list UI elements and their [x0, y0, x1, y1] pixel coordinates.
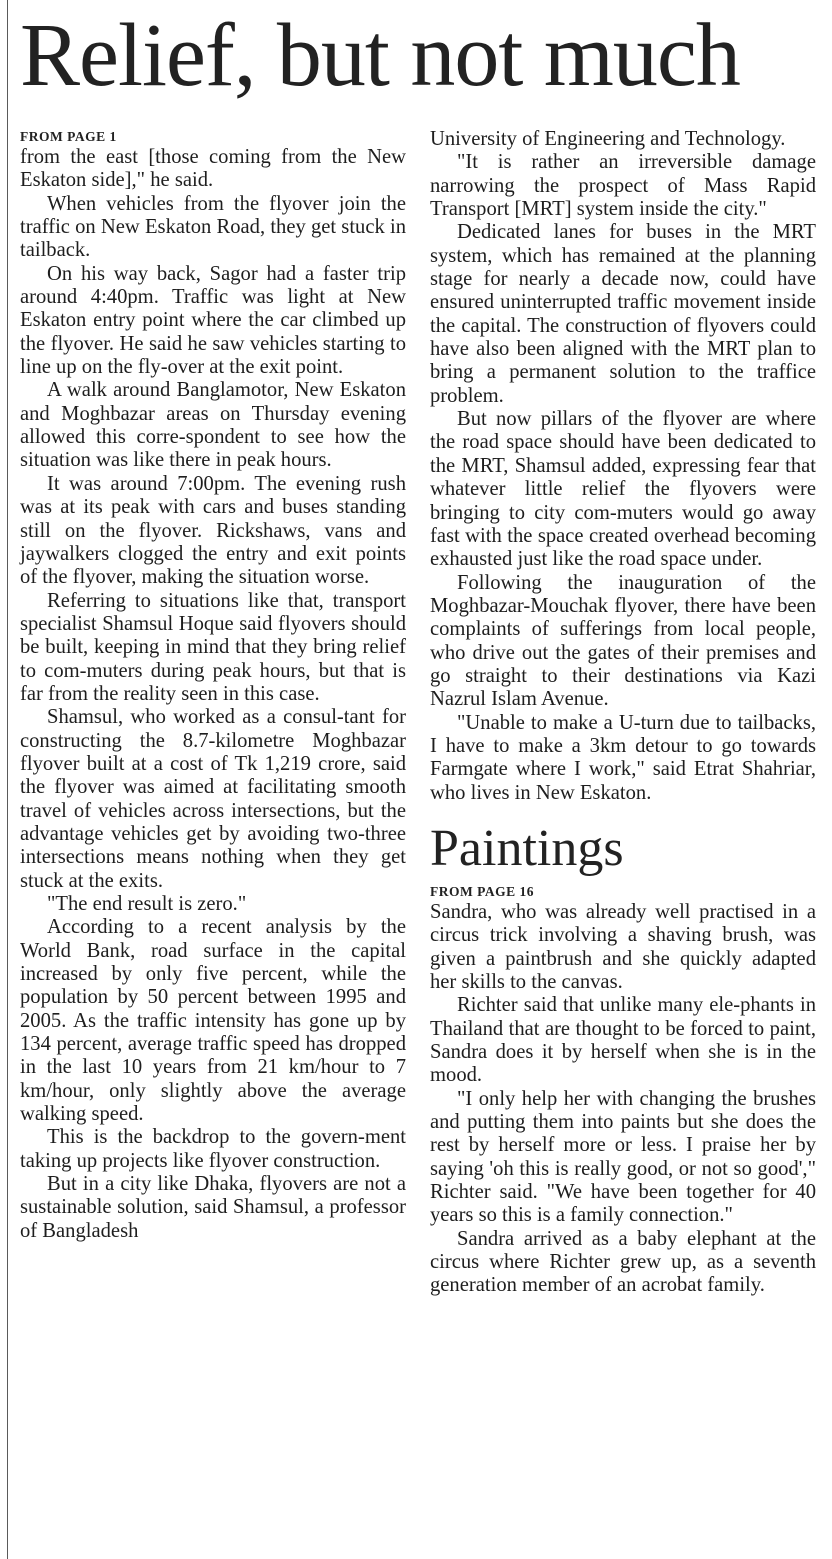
paragraph: But now pillars of the flyover are where the road space should have been dedicated to the MRT, Shamsul added, expressing fear that whatever little relief the flyovers were bringing to city com-muters would go away fast with the space created overhead becoming exhausted just like the road space under. [430, 408, 816, 571]
paragraph: Sandra arrived as a baby elephant at the circus where Richter grew up, as a seventh generation member of an acrobat family. [430, 1227, 816, 1297]
paragraph: Dedicated lanes for buses in the MRT system, which has remained at the planning stage for nearly a decade now, could have ensured uninterrupted traffic movement inside the capital. The construction of flyovers could have also been aligned with the MRT plan to bring a permanent solution to the traffice problem. [430, 221, 816, 407]
paragraph: Shamsul, who worked as a consul-tant for constructing the 8.7-kilometre Moghbazar flyover built at a cost of Tk 1,219 crore, said the flyover was aimed at facilitating smooth travel of vehicles across intersections, but the advantage vehicles get by avoiding two-three intersections means nothing when they get stuck at the exits. [20, 706, 406, 892]
paragraph: from the east [those coming from the New Eskaton side]," he said. [20, 146, 406, 192]
page-headline: Relief, but not much [20, 6, 740, 105]
paragraph: Sandra, who was already well practised in a circus trick involving a shaving brush, was given a paintbrush and she quickly adapted her skills to the canvas. [430, 900, 816, 993]
paragraph: "Unable to make a U-turn due to tailbacks, I have to make a 3km detour to go towards Farmgate where I work," said Etrat Shahriar, who lives in New Eskaton. [430, 711, 816, 804]
paragraph: "It is rather an irreversible damage narrowing the prospect of Mass Rapid Transport [MRT] system inside the city." [430, 151, 816, 221]
from-page-kicker: FROM PAGE 1 [20, 129, 117, 144]
paragraph: It was around 7:00pm. The evening rush was at its peak with cars and buses standing still on the flyover. Rickshaws, vans and jaywalkers clogged the entry and exit points of the flyover, making the situation worse. [20, 472, 406, 589]
paragraph: This is the backdrop to the govern-ment taking up projects like flyover construction. [20, 1126, 406, 1172]
paragraph: University of Engineering and Technology. [430, 128, 786, 150]
article-column-left [20, 128, 406, 1243]
paragraph: But in a city like Dhaka, flyovers are not a sustainable solution, said Shamsul, a professor of Bangladesh [20, 1173, 406, 1242]
paragraph: "The end result is zero." [47, 893, 247, 915]
paragraph: Following the inauguration of the Moghbazar-Mouchak flyover, there have been complaints of sufferings from local people, who drive out the gates of their premises and go straight to their destinations via Kazi Nazrul Islam Avenue. [430, 571, 816, 711]
section-headline-paintings: Paintings [430, 819, 624, 877]
article-column-right [430, 128, 816, 1298]
paragraph: When vehicles from the flyover join the traffic on New Eskaton Road, they get stuck in tailback. [20, 192, 406, 262]
from-page-kicker: FROM PAGE 16 [430, 883, 534, 899]
paragraph: "I only help her with changing the brushes and putting them into paints but she does the rest by herself more or less. I praise her by saying 'oh this is really good, or not so good'," Richter said. "We have been together for 40 years so this is a family connection." [430, 1087, 816, 1227]
paragraph: A walk around Banglamotor, New Eskaton and Moghbazar areas on Thursday evening allowed this corre-spondent to see how the situation was like there in peak hours. [20, 379, 406, 472]
paragraph: Referring to situations like that, transport specialist Shamsul Hoque said flyovers should be built, keeping in mind that they bring relief to com-muters during peak hours, but that is far from the reality seen in this case. [20, 589, 406, 705]
paragraph: Richter said that unlike many ele-phants in Thailand that are thought to be forced to paint, Sandra does it by herself when she is in the mood. [430, 994, 816, 1087]
column-rule [7, 0, 8, 1559]
paragraph: According to a recent analysis by the World Bank, road surface in the capital increased by only five percent, while the population by 50 percent between 1995 and 2005. As the traffic intensity has gone up by 134 percent, average traffic speed has dropped in the last 10 years from 21 km/hour to 7 km/hour, only slightly above the average walking speed. [20, 916, 406, 1126]
paragraph: On his way back, Sagor had a faster trip around 4:40pm. Traffic was light at New Eskaton entry point where the car climbed up the flyover. He said he saw vehicles starting to line up on the fly-over at the exit point. [20, 262, 406, 379]
